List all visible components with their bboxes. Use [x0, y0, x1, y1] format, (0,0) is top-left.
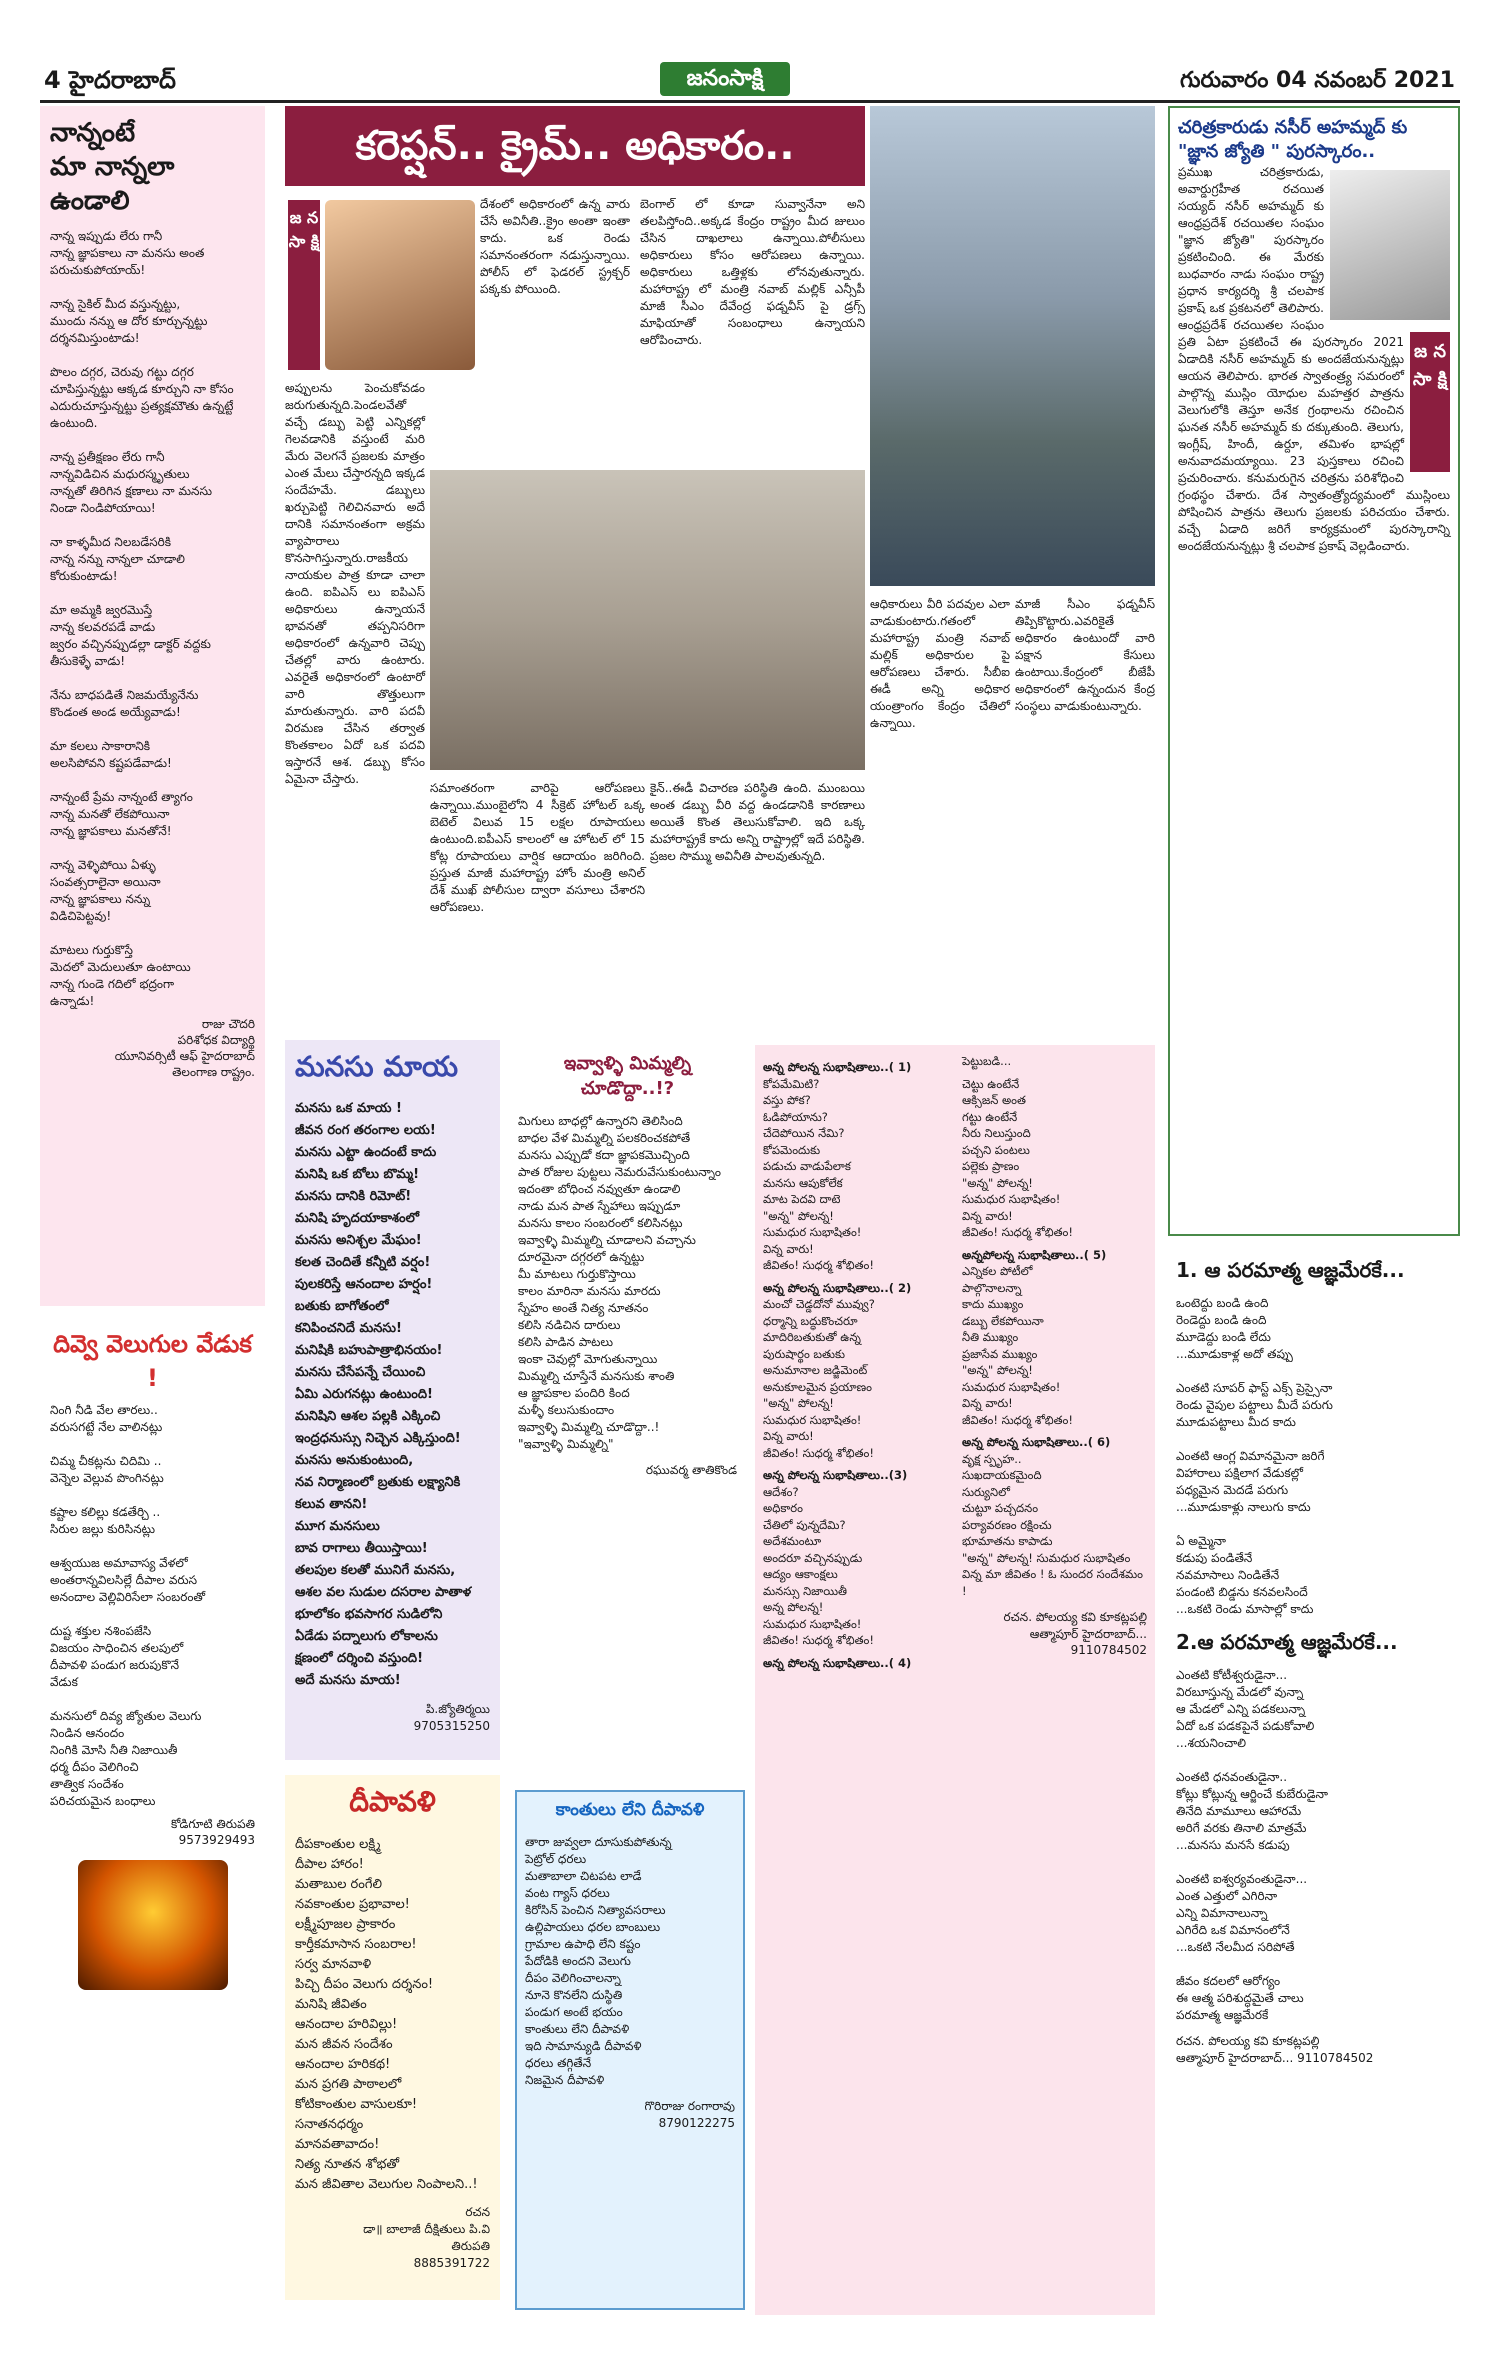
subha-block: [962, 1247, 1147, 1429]
subhashitalu-columns: [763, 1053, 1147, 1671]
deepavali-title: దీపావళి: [349, 1785, 436, 1818]
kantulu-poem-title: కాంతులు లేని దీపావళి: [555, 1800, 705, 1820]
article-column-2: బెంగాల్ లో కూడా సువ్వానేనా అని తలపిస్తోంది..అక్కడ కేంద్రం రాష్ట్రం మీద జులుం చేసిన దాఖలాలు ఉన్నాయి.పోలీసులు అధికారులు కోసం ఆరోపణలు ఉన్నాయి. అధికారులు ఒత్తిళ్లకు లోనవుతున్నారు. మహారాష్ట్ర లో మంత్రి నవాబ్ మల్లిక్ ఎన్సీపీ మాజీ సీఎం దేవేంద్ర ఫడ్నవీస్ పై డ్రగ్స్ మాఫియాతో సంబంధాలు ఉన్నాయని ఆరోపించారు.: [640, 197, 865, 347]
subha-text: ఎన్నికల పోటీలో పాల్గొనాలన్నా కాదు ముఖ్యం డబ్బు లేకపోయినా నీతి ముఖ్యం ప్రజాసేవ ముఖ్యం "అన్న" పోలన్న! సుమధుర సుభాషితం! విన్న వారు! జీవితం! సుధర్మ శోభితం!: [962, 1264, 1073, 1427]
subha-text: వృక్ష స్పృహ.. సుఖదాయకమైంది సుర్యునిలో చుట్టూ పచ్చదనం పర్యావరణం రక్షించు భూమాతను కాపాడు "అన్న" పోలన్న! సుమధుర సుభాషితం విన్న మా జీవితం ! ఓ సుందర సందేశమం !: [962, 1451, 1143, 1598]
kantulu-poem-signature: గొరిరాజు రంగారావు 8790122275: [644, 2099, 735, 2130]
masthead-logo: జనంసాక్షి: [660, 62, 790, 96]
award-article-text: ప్రముఖ చరిత్రకారుడు, అవార్డుగ్రహీత రచయిత సయ్యద్ నసీర్ అహమ్మద్ కు ఆంధ్రప్రదేశ్ రచయితల సంఘం "జ్ఞాన జ్యోతి" పురస్కారం ప్రకటించింది. ఈ మేరకు బుధవారం నాడు సంఘం రాష్ట్ర ప్రధాన కార్యదర్శి శ్రీ చలపాక ప్రకాష్ ఒక ప్రకటనలో తెలిపారు. ఆంధ్రప్రదేశ్ రచయితల సంఘం ప్రతి ఏటా ప్రకటించే ఈ పురస్కారం 2021 ఏడాదికి నసీర్ అహమ్మద్ కు అందజేయనున్నట్లు ఆయన తెలిపారు. భారత స్వాతంత్ర్య సమరంలో పాల్గొన్న ముస్లిం యోధుల మహత్తర పాత్రను వెలుగులోకి తెస్తూ అనేక గ్రంథాలను రచించిన ఘనత నసీర్ అహమ్మద్ కు దక్కుతుంది. తెలుగు, ఇంగ్లీష్, హిందీ, ఉర్దూ, తమిళం భాషల్లో అనువాదమయ్యాయి. 23 పుస్తకాలు రచించి ప్రచురించారు. కనుమరుగైన చరిత్రను పరిశోధించి గ్రంథస్థం చేశారు. దేశ స్వాతంత్ర్యోద్యమంలో ముస్లింలు పోషించిన పాత్రను తెలుగు ప్రజలకు పరిచయం చేశారు. వచ్చే ఏడాది జరిగే కార్యక్రమంలో పురస్కారాన్ని అందజేయనున్నట్లు శ్రీ చలపాక ప్రకాష్ వెల్లడించారు.: [1178, 165, 1450, 553]
subha-heading: అన్న పోలన్న సుభాషితాలు..(3): [763, 1468, 908, 1482]
paramatma-text-2: ఎంతటి కోటీశ్వరుడైనా... విరబూస్తున్న మేడలో వున్నా ఆ మేడలో ఎన్ని పడకలున్నా ఏదో ఒక పడకపైనే పడుకోవాలి ...శయనించాలి ఎంతటి ధనవంతుడైనా.. కోట్లు కోట్లున్న ఆర్జించే కుబేరుడైనా తినేది మామూలు ఆహారమే అరిగే వరకు తినాలి మాత్రమే ...మనసు మనసే కడుపు ఎంతటి ఐశ్వర్యవంతుడైనా... ఎంత ఎత్తులో ఎగిరినా ఎన్ని విమానాలున్నా ఎగిరేది ఒక విమానంలోనే ...ఒకటి నేలమీద సరిపోతే జీవం కదలలో ఆరోగ్యం ఈ ఆత్మ పరిశుద్ధమైతే చాలు పరమాత్మ ఆజ్ఞమేరకే: [1176, 1668, 1328, 2022]
subha-text: కోపమేమిటి? వస్తు పోక? ఓడిపోయాను? చేదెపోయిన నేమి? కోపమెందుకు పడుచు వాడుపేలాక మనసు ఆపుకోలేక మాట పెదవి దాటె "అన్న" పోలన్న! సుమధుర సుభాషితం! విన్న వారు! జీవితం! సుధర్మ శోభితం!: [763, 1076, 874, 1272]
divya-poem-title: దివ్వె వెలుగుల వేడుక !: [53, 1330, 252, 1392]
subha-text: మంచో చెడ్డదోనో మువ్వు? ధర్మాన్ని బద్ధుకొంచరూ మాదిరిబతుకుతో ఉన్న పురుషార్థం బతుకు అనుమానాల జడ్జిమెంట్ అనుకూలమైన ప్రయాణం "అన్న" పోలన్న! సుమధుర సుభాషితం! విన్న వారు! జీవితం! సుధర్మ శోభితం!: [763, 1297, 875, 1460]
award-article-box: [1168, 106, 1460, 1236]
divya-poem-text: నింగి నీడి వేల తారలు.. వరుసగట్టే నేల వాలినట్లు చిమ్మ చీకట్లను చిదిమి .. వెన్నెల వెల్లువ పొంగినట్లు కష్టాల కలిల్లు కడతేర్చి .. సిరుల జల్లు కురిసినట్లు ఆశ్వయుజ అమావాస్య వేళలో అంతరాన్నవిలసిల్లే దీపాల వరుస అనందాల వెల్లివిరిసేలా సంబరంతో దుష్ట శక్తుల నశింపజేసి విజయం సాధించిన తలపులో దీపావళి పండుగ జరుపుకొనే వేడుక మనసులో దివ్య జ్యోతుల వెలుగు నిండిన ఆనందం నింగికి మోసి నీతి నిజాయితీ ధర్మ దీపం వెలిగించి తాత్విక సందేశం పరిచయమైన బంధాలు: [50, 1403, 206, 1808]
paramatma-text-1: ఒంటెద్దు బండి ఉంది రెండెద్దు బండి ఉంది మూడెద్దు బండి లేదు ...మూడుకాళ్ల అదో తప్పు ఎంతటి సూపర్ ఫాస్ట్ ఎక్స్ ప్రెస్సైనా రెండు వైపుల పట్టాలు మీదే పరుగు మూడుపట్టాలు మీద కాదు ఎంతటి ఆంగ్ల విమానమైనా జరిగే విహారాలు పక్షిలాగ వేడుకల్లో పధ్యమైన మెదడే పరుగు ...మూడుకాళ్లు నాలుగు కాదు ఏ అమ్మైనా కడుపు పండితేనే నవమాసాలు నిండితేనే పండంటి బిడ్డను కనవలసిందే ...ఒకటి రెండు మాసాల్లో కాదు: [1176, 1296, 1333, 1616]
article-column-6: కైన్..ఈడీ విచారణ పరిస్థితి ఉంది. ముంబయి అంత డబ్బు వీరి వద్ద ఉండడానికి కారణాలు అయితే కొంత తెలుసుకోవాలి. ఇది ఒక్క మహారాష్ట్రకే కాదు అన్ని రాష్ట్రాల్లో ఇదే పరిస్థితి. ప్రజల సొమ్ము అవినీతి పాలవుతున్నది.: [650, 781, 865, 863]
subha-block: [763, 1059, 948, 1274]
left-poem-text: నాన్న ఇప్పుడు లేరు గానీ నాన్న జ్ఞాపకాలు నా మనసు అంత పరుచుకుపోయాయ్! నాన్న సైకిల్ మీద వస్తున్నట్టు, ముందు నన్ను ఆ దోర కూర్చున్నట్టు దర్శనమిస్తుంటాడు! పొలం దగ్గర, చెరువు గట్టు దగ్గర చూపిస్తున్నట్టు ఆక్కడ కూర్చుని నా కోసం ఎదురుచూస్తున్నట్టు ప్రత్యక్షమౌతు ఉన్నట్టే ఉంటుంది. నాన్న ప్రతీక్షణం లేరు గానీ నాన్నవిడిచిన మధురస్మృతులు నాన్నతో తిరిగిన క్షణాలు నా మనసు నిండా నిండిపోయాయి! నా కాళ్ళమీద నిలబడేసరికి నాన్న నన్ను నాన్నలా చూడాలి కోరుకుంటాడు! మా అమ్మకి జ్వరమొస్తే నాన్న కలవరపడే వాడు జ్వరం వచ్చినప్పుడల్లా డాక్టర్ వద్దకు తీసుకెళ్ళే వాడు! నేను బాధపడితే నిజమయ్యేనేను కొండంత అండ అయ్యేవాడు! మా కలలు సాకారానికి అలసిపోవని కష్టపడేవాడు! నాన్నంటే ప్రేమ నాన్నంటే త్యాగం నాన్న మనతో లేకపోయినా నాన్న జ్ఞాపకాలు మనతోనే! నాన్న వెళ్ళిపోయి ఏళ్ళు సంవత్సరాలైనా అయినా నాన్న జ్ఞాపకాలు నన్ను విడిచిపెట్టవు! మాటలు గుర్తుకొస్తే మెదలో మెదులుతూ ఉంటాయి నాన్న గుండె గదిలో భద్రంగా ఉన్నాడు!: [50, 229, 234, 1008]
paramatma-title-1: 1. ఆ పరమాత్మ ఆజ్ఞమేరకే...: [1176, 1258, 1405, 1282]
subha-heading: అన్న పోలన్న సుభాషితాలు..( 4): [763, 1655, 912, 1670]
left-poem-box: [40, 106, 265, 1306]
manasu-maya-title: మనసు మాయ: [295, 1050, 458, 1083]
article-column-5: సమాంతరంగా వారిపై ఆరోపణలు ఉన్నాయి.ముంబైలోని 4 సీక్రెట్ హోటల్ ఒక్క బెటెల్ విలువ 15 లక్షల రూపాయలు ఉంటుంది.ఐపీఎస్ కాలంలో ఆ హోటల్ లో 15 కోట్ల రూపాయలు వార్షిక ఆదాయం జరిగింది. ప్రస్తుత మాజీ మహారాష్ట్ర హోం మంత్రి అనిల్ దేశ్ ముఖ్ పోలీసుల ద్వారా వసూలు చేశారని ఆరోపణలు.: [430, 781, 645, 914]
manasu-maya-signature: పి.జ్యోతిర్మయి 9705315250: [413, 1702, 490, 1733]
subha-heading: అన్న పోలన్న సుభాషితాలు..( 2): [763, 1280, 912, 1295]
article-column-0: అప్పులను పెంచుకోవడం జరుగుతున్నది.పెండలవేతో వచ్చే డబ్బు పెట్టి ఎన్నికల్లో గెలవడానికి వస్తుంటే మరి మేరు వెలగనే ప్రజలకు మాత్రం ఎంత మేలు చేస్తారన్నది ఇక్కడ సందేహమే. డబ్బులు ఖర్చుపెట్టి గెలిచినవారు అదే దానికి సమానంతంగా అక్రమ వ్యాపారాలు కొనసాగిస్తున్నారు.రాజకీయ నాయకుల పాత్ర కూడా చాలా ఉంది. ఐపిఎస్ లు ఐపిఎస్ అధికారులు ఉన్నాయనే భావనతో తప్పనిసరిగా అధికారంలో ఉన్నవారి చెప్పు చేతల్లో వారు ఉంటారు. ఎవరైతే అధికారంలో ఉంటారో వారి తొత్తులుగా మారుతున్నారు. వారి పదవీ విరమణ చేసిన తర్వాత కొంతకాలం ఏదో ఒక పదవి ఇస్తారనే ఆశ. డబ్బు కోసం ఏమైనా చేస్తారు.: [285, 381, 425, 786]
subha-block: [763, 1467, 948, 1649]
kantulu-poem-box: [515, 1790, 745, 2310]
header-divider: [40, 100, 1460, 103]
manasu-maya-text: మనసు ఒక మాయ ! జీవన రంగ తరంగాల లయ! మనసు ఎట్టా ఉందంటే కాదు మనిషి ఒక బోలు బొమ్మ! మనసు దానికి రిమోట్! మనిషి హృదయాకాశంలో మనసు అనిశ్చల మేఘం! కలత చెందితే కన్నీటి వర్షం! పులకరిస్తే ఆనందాల హర్షం! బతుకు బాగోతంలో కనిపించనిదే మనసు! మనిషికి బహుపాత్రాభినయం! మనసు చేసేపన్నే చేయించి ఏమి ఎరుగనట్లు ఉంటుంది! మనిషిని ఆశల పల్లకి ఎక్కించి ఇంద్రధనుస్సు నిచ్చెన ఎక్కిస్తుంది! మనసు అనుకుంటుంది, నవ నిర్మాణంలో బ్రతుకు లక్ష్యానికి కలువ తానని! మూగ మనసులు బావ రాగాలు తీయిస్తాయి! తలపుల కలతో మునిగే మనసు, ఆశల వల సుడుల దసరాల పాతాళ భూలోకం భవసాగర సుడిలోని ఏడేడు పద్నాలుగు లోకాలను క్షణంలో దర్శించి వస్తుంది! అదే మనసు మాయ!: [295, 1101, 472, 1688]
article-column-1: దేశంలో అధికారంలో ఉన్న వారు చేసే అవినీతి..క్రైం అంతా ఇంతా కాదు. ఒక రెండు సమానంతరంగా నడుస్తున్నాయి. పోలీస్ లో ఫెడరల్ స్ట్రక్చర్ పక్కకు పోయింది.: [480, 197, 630, 296]
janasakshi-side-badge: జ న సా క్షి: [1410, 332, 1450, 472]
subha-heading: అన్నపోలన్న సుభాషితాలు..( 5): [962, 1247, 1107, 1262]
issue-date: గురువారం 04 నవంబర్ 2021: [1180, 68, 1455, 93]
deepavali-signature: రచన డా॥ బాలాజీ దీక్షితులు పి.వి తిరుపతి 8885391722: [363, 2205, 490, 2270]
ivvali-poem-box: [510, 1045, 745, 1775]
main-article-title: కరెప్షన్.. క్రైమ్.. అధికారం..: [285, 106, 865, 186]
divya-poem-signature: కోడిగూటి తిరుపతి 9573929493: [170, 1817, 255, 1847]
subha-heading: అన్న పోలన్న సుభాషితాలు..( 6): [962, 1435, 1111, 1449]
subha-block: [962, 1076, 1147, 1241]
subhashitalu-box: [755, 1045, 1155, 2315]
kantulu-poem-text: తారా జువ్వలా దూసుకుపోతున్న పెట్రోల్ ధరలు మతాబాలా చిటపట లాడే వంట గ్యాస్ ధరలు కిరోసిన్ పెంచిన నిత్యావసరాలు ఉల్లిపాయలు ధరల బాంబులు గ్రామాల ఉపాధి లేని కష్టం పేదోడికి అందని వెలుగు దీపం వెలిగించాలన్నా నూనె కొనలేని దుస్థితి పండుగ అంటే భయం కాంతులు లేని దీపావళి ఇది సామాన్యుడి దీపావళి ధరలు తగ్గితేనే నిజమైన దీపావళి: [525, 1835, 672, 2087]
city-aerial-image: [430, 470, 865, 770]
manasu-maya-box: [285, 1040, 500, 1760]
subha-block: [962, 1434, 1147, 1659]
subha-text: ఆదేశం? అధికారం చేతిలో పున్నదేమి? అదేశమంటూ అందరూ వచ్చినప్పుడు ఆద్యం ఆకాంక్షలు మనస్సు నిజాయితీ అన్న పోలన్న! సుమధుర సుభాషితం! జీవితం! సుధర్మ శోభితం!: [763, 1484, 874, 1647]
ivvali-poem-signature: రఘువర్మ తాతికొండ: [645, 1463, 737, 1477]
subha-heading: అన్న పోలన్న సుభాషితాలు..( 1): [763, 1060, 912, 1074]
ivvali-poem-title: ఇవ్వాళ్ళి మిమ్మల్ని చూడొద్దా..!?: [563, 1053, 692, 1099]
deepavali-box: [285, 1775, 500, 2300]
paramatma-box: [1168, 1250, 1460, 2320]
janasakshi-badge: జ న సా క్షి: [288, 200, 320, 370]
author-photo: [325, 200, 475, 370]
subha-signature: రచన. పోలయ్య కవి కూకట్లపల్లి ఆత్మాపూర్ హైదరాబాద్... 9110784502: [1003, 1610, 1147, 1657]
subha-text: పెట్టుబడి...: [962, 1054, 1012, 1068]
diya-image: [78, 1860, 228, 1990]
left-poem-title: నాన్నంటే మా నాన్నలా ఉండాలి: [50, 118, 175, 216]
award-article-title: చరిత్రకారుడు నసీర్ అహమ్మద్ కు "జ్ఞాన జ్యోతి " పురస్కారం..: [1178, 117, 1408, 162]
paramatma-signature: రచన. పోలయ్య కవి కూకట్లపల్లి ఆత్మాపూర్ హైదరాబాద్... 9110784502: [1176, 2034, 1374, 2065]
paramatma-title-2: 2.ఆ పరమాత్మ ఆజ్ఞమేరకే...: [1176, 1630, 1398, 1654]
subha-text: చెట్టు ఉంటేనే ఆక్సిజన్ అంత గట్టు ఉంటేనే నీరు నిలుస్తుంది పచ్చని పంటలు పల్లెకు ప్రాణం "అన్న" పోలన్న! సుమధుర సుభాషితం! విన్న వారు! జీవితం! సుధర్మ శోభితం!: [962, 1076, 1073, 1239]
left-poem-signature: రాజు చౌదరి పరిశోధక విద్యార్థి యూనివర్సిటీ ఆఫ్ హైదరాబాద్ తెలంగాణ రాష్ట్రం.: [114, 1017, 255, 1079]
city-skyline-image: [870, 106, 1155, 586]
page-number: 4 హైదరాబాద్: [44, 66, 176, 94]
article-column-4: మాజీ సీఎం ఫడ్నవీస్ తిప్పికొట్టారు.ఎవరికైతే అధికారం ఉంటుందో వారి పక్షాన కేసులు ఉంటాయి.కేంద్రంలో బీజేపీ అధికారంలో ఉన్నందున కేంద్ర సంస్థలు వాడుకుంటున్నారు.: [1015, 597, 1155, 713]
subha-block: [763, 1280, 948, 1462]
article-column-3: ఆధికారులు వీరి పదవుల ఎలా వాడుకుంటారు.గతంలో మహారాష్ట్ర మంత్రి నవాబ్ మల్లిక్ అధికారుల పై ఆరోపణలు చేశారు. సీబీఐ ఈడీ అన్ని అధికార యంత్రాంగం కేంద్రం చేతిలో ఉన్నాయి.: [870, 597, 1010, 730]
historian-photo: [1330, 170, 1450, 320]
divya-poem-box: [40, 1320, 265, 2320]
ivvali-poem-text: మిగులు బాధల్లో ఉన్నారని తెలిసింది బాధల వేళ మిమ్మల్ని పలకరించకపోతే మనసు ఎప్పుడో కదా జ్ఞాపకమొచ్చింది పాత రోజుల పుట్టలు నెమరువేసుకుంటున్నాం ఇదంతా బోధించ నవ్వుతూ ఉండాలి నాడు మన పాత స్నేహాలు ఇప్పుడూ మనసు కాలం సంబరంలో కలిసినట్లు ఇవ్వాళ్ళి మిమ్మల్ని చూడాలని వచ్చాను దూరమైనా దగ్గరలో ఉన్నట్టు మీ మాటలు గుర్తుకొస్తాయి కాలం మారినా మనసు మారదు స్నేహం అంతే నిత్య నూతనం కలిసి నడిచిన దారులు కలిసి పాడిన పాటలు ఇంకా చెవుల్లో మోగుతున్నాయి మిమ్మల్ని చూస్తేనే మనసుకు శాంతి ఆ జ్ఞాపకాల పందిరి కింద మళ్ళీ కలుసుకుందాం ఇవ్వాళ్ళి మిమ్మల్ని చూడొద్దా..! "ఇవ్వాళ్ళి మిమ్మల్ని": [518, 1114, 721, 1451]
deepavali-text: దీపకాంతుల లక్ష్మి దీపాల హారం! మతాబుల రంగేలి నవకాంతుల ప్రభావాల! లక్ష్మీపూజల ప్రాకారం కార్తీకమాసాన సంబరాల! సర్వ మానవాళి పిచ్చి దీపం వెలుగు దర్శనం! మనిషి జీవితం ఆనందాల హరివిల్లు! మన జీవన సందేశం ఆనందాల హరికథ! మన ప్రగతి పాఠాలలో కోటికాంతుల వాసులకూ! సనాతనధర్మం మానవతావాదం! నిత్య నూతన శోభతో మన జీవితాల వెలుగుల నింపాలని..!: [295, 1837, 478, 2192]
